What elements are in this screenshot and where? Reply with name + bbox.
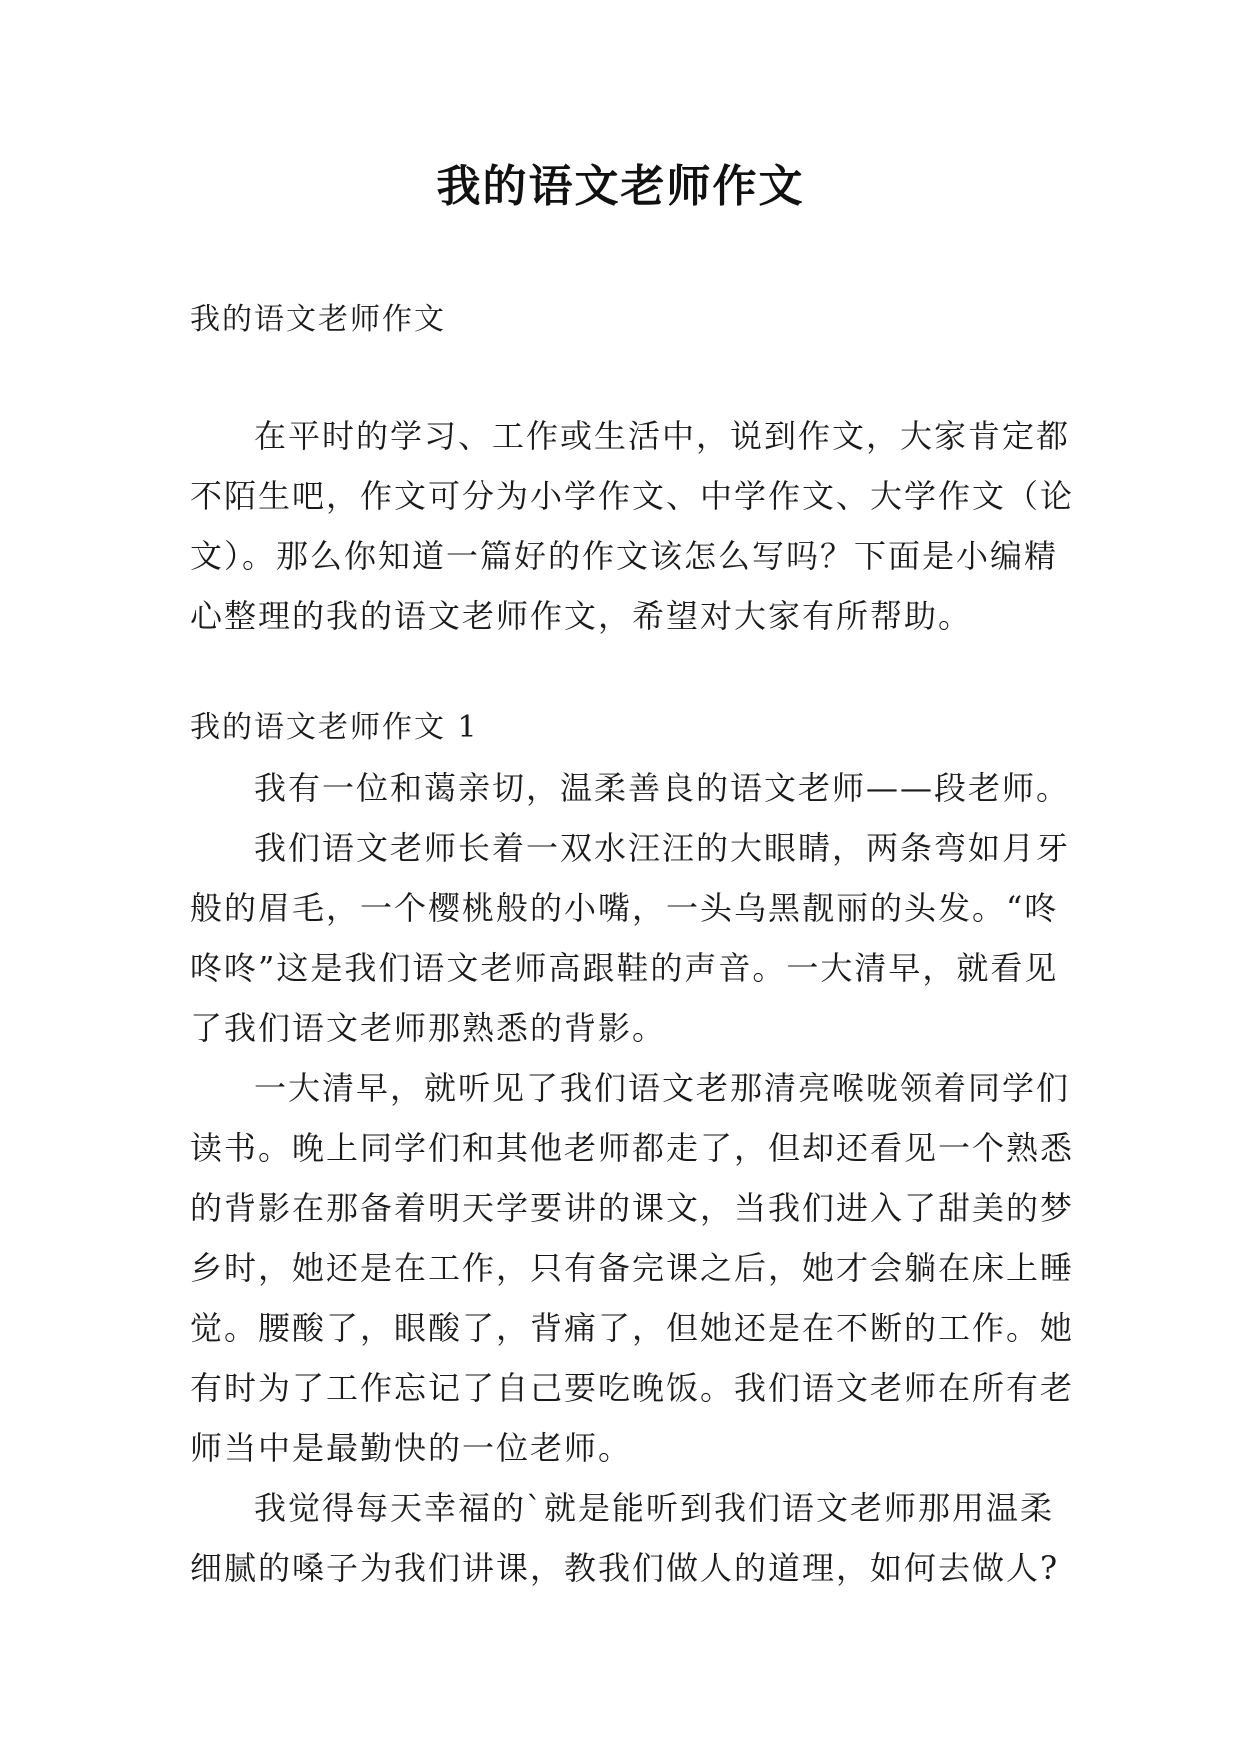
spacer — [190, 350, 1050, 406]
text-line: 我们语文老师长着一双水汪汪的大眼睛，两条弯如月牙 — [254, 829, 1071, 867]
intro-paragraph — [190, 406, 1075, 646]
text-line: 不陌生吧，作文可分为小学作文、中学作文、大学作文（论 — [190, 477, 1075, 515]
text-line: 我有一位和蔼亲切，温柔善良的语文老师——段老师。 — [254, 769, 1071, 807]
document-body — [190, 290, 1075, 1598]
text-line: 了我们语文老师那熟悉的背影。 — [190, 1009, 667, 1047]
text-line: 师当中是最勤快的一位老师。 — [190, 1429, 633, 1467]
paragraph-2 — [190, 818, 1071, 1058]
text-line: 一大清早，就听见了我们语文老那清亮喉咙领着同学们 — [254, 1069, 1071, 1107]
text-line: 咚咚”这是我们语文老师高跟鞋的声音。一大清早，就看见 — [190, 949, 1059, 987]
text-line: 心整理的我的语文老师作文，希望对大家有所帮助。 — [190, 597, 973, 635]
text-line: 觉。腰酸了，眼酸了，背痛了，但她还是在不断的工作。她 — [190, 1309, 1075, 1347]
text-line: 的背影在那备着明天学要讲的课文，当我们进入了甜美的梦 — [190, 1189, 1075, 1227]
paragraph-1 — [190, 758, 1071, 818]
document-subtitle: 我的语文老师作文 — [190, 302, 446, 337]
text-line: 读书。晚上同学们和其他老师都走了，但却还看见一个熟悉 — [190, 1129, 1075, 1167]
section-heading: 我的语文老师作文 1 — [190, 710, 479, 745]
text-line: 文）。那么你知道一篇好的作文该怎么写吗？下面是小编精 — [190, 537, 1059, 575]
text-line: 在平时的学习、工作或生活中，说到作文，大家肯定都 — [254, 417, 1071, 455]
text-line: 细腻的嗓子为我们讲课，教我们做人的道理，如何去做人? — [190, 1549, 1060, 1587]
paragraph-3 — [190, 1058, 1075, 1478]
text-line: 有时为了工作忘记了自己要吃晚饭。我们语文老师在所有老 — [190, 1369, 1075, 1407]
page-title: 我的语文老师作文 — [436, 161, 805, 212]
text-line: 乡时，她还是在工作，只有备完课之后，她才会躺在床上睡 — [190, 1249, 1075, 1287]
text-line: 般的眉毛，一个樱桃般的小嘴，一头乌黑靓丽的头发。“咚 — [190, 889, 1059, 927]
text-line: 我觉得每天幸福的`就是能听到我们语文老师那用温柔 — [254, 1489, 1055, 1527]
spacer — [190, 646, 1050, 698]
paragraph-4 — [190, 1478, 1060, 1598]
